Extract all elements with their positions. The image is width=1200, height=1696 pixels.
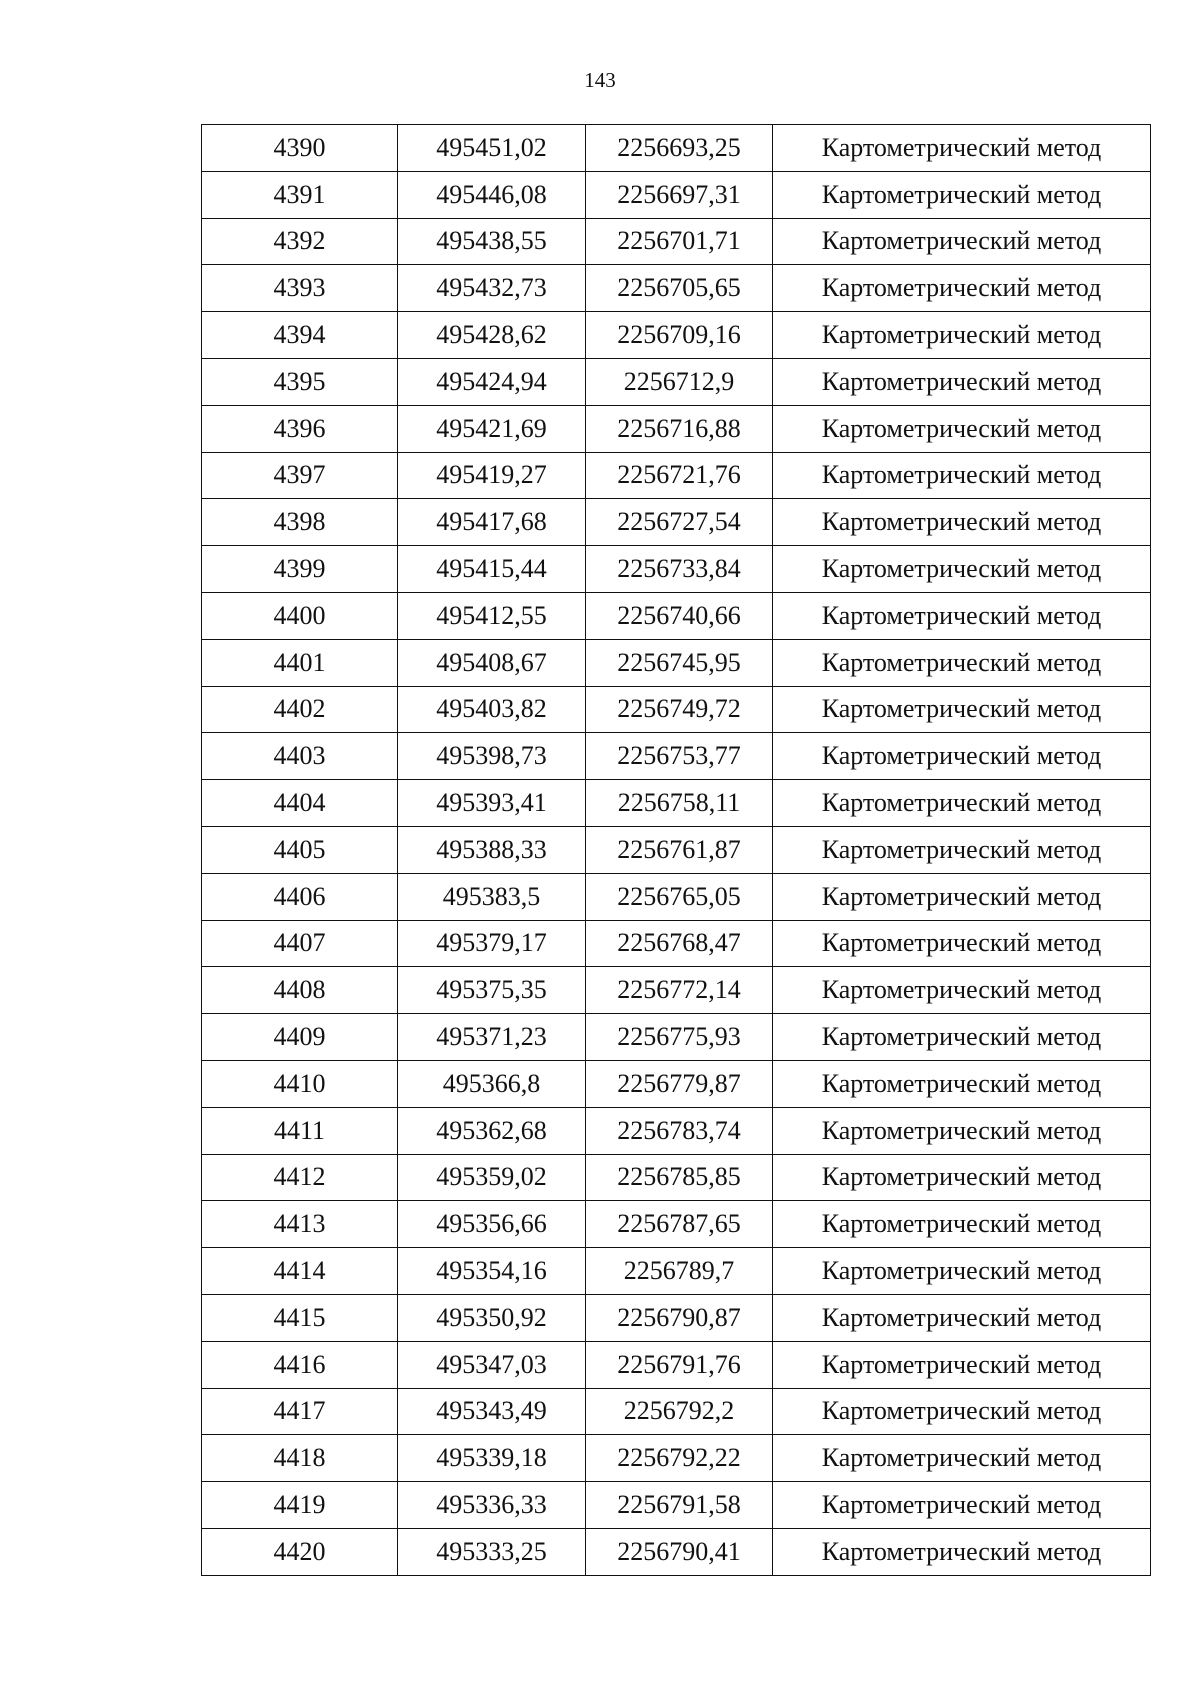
method-cell: Картометрический метод <box>773 686 1151 733</box>
point-number-cell: 4398 <box>202 499 398 546</box>
table-row <box>202 1388 1151 1435</box>
y-coordinate-cell: 2256727,54 <box>586 499 773 546</box>
table-row <box>202 265 1151 312</box>
y-coordinate-cell: 2256693,25 <box>586 125 773 172</box>
point-number-cell: 4395 <box>202 358 398 405</box>
y-coordinate-cell: 2256697,31 <box>586 171 773 218</box>
page-number: 143 <box>584 68 616 92</box>
point-number-cell: 4405 <box>202 826 398 873</box>
x-coordinate-cell: 495350,92 <box>398 1294 586 1341</box>
method-cell: Картометрический метод <box>773 1014 1151 1061</box>
point-number-cell: 4413 <box>202 1201 398 1248</box>
y-coordinate-cell: 2256768,47 <box>586 920 773 967</box>
method-cell: Картометрический метод <box>773 546 1151 593</box>
y-coordinate-cell: 2256721,76 <box>586 452 773 499</box>
y-coordinate-cell: 2256790,87 <box>586 1294 773 1341</box>
x-coordinate-cell: 495333,25 <box>398 1528 586 1575</box>
table-row <box>202 780 1151 827</box>
point-number-cell: 4392 <box>202 218 398 265</box>
y-coordinate-cell: 2256705,65 <box>586 265 773 312</box>
y-coordinate-cell: 2256791,76 <box>586 1341 773 1388</box>
table-row <box>202 499 1151 546</box>
table-row <box>202 1528 1151 1575</box>
y-coordinate-cell: 2256783,74 <box>586 1107 773 1154</box>
table-row <box>202 1482 1151 1529</box>
table-row <box>202 639 1151 686</box>
method-cell: Картометрический метод <box>773 1435 1151 1482</box>
table-row <box>202 1201 1151 1248</box>
method-cell: Картометрический метод <box>773 592 1151 639</box>
y-coordinate-cell: 2256787,65 <box>586 1201 773 1248</box>
method-cell: Картометрический метод <box>773 1341 1151 1388</box>
method-cell: Картометрический метод <box>773 171 1151 218</box>
y-coordinate-cell: 2256716,88 <box>586 405 773 452</box>
method-cell: Картометрический метод <box>773 967 1151 1014</box>
y-coordinate-cell: 2256790,41 <box>586 1528 773 1575</box>
method-cell: Картометрический метод <box>773 780 1151 827</box>
x-coordinate-cell: 495393,41 <box>398 780 586 827</box>
x-coordinate-cell: 495424,94 <box>398 358 586 405</box>
y-coordinate-cell: 2256761,87 <box>586 826 773 873</box>
x-coordinate-cell: 495336,33 <box>398 1482 586 1529</box>
y-coordinate-cell: 2256792,22 <box>586 1435 773 1482</box>
table-row <box>202 125 1151 172</box>
point-number-cell: 4409 <box>202 1014 398 1061</box>
coordinates-table-body <box>202 125 1151 1576</box>
y-coordinate-cell: 2256772,14 <box>586 967 773 1014</box>
table-row <box>202 312 1151 359</box>
x-coordinate-cell: 495343,49 <box>398 1388 586 1435</box>
x-coordinate-cell: 495408,67 <box>398 639 586 686</box>
method-cell: Картометрический метод <box>773 1294 1151 1341</box>
method-cell: Картометрический метод <box>773 358 1151 405</box>
table-row <box>202 686 1151 733</box>
method-cell: Картометрический метод <box>773 1248 1151 1295</box>
x-coordinate-cell: 495347,03 <box>398 1341 586 1388</box>
y-coordinate-cell: 2256709,16 <box>586 312 773 359</box>
table-row <box>202 733 1151 780</box>
table-row <box>202 1248 1151 1295</box>
table-row <box>202 1014 1151 1061</box>
method-cell: Картометрический метод <box>773 639 1151 686</box>
point-number-cell: 4402 <box>202 686 398 733</box>
x-coordinate-cell: 495362,68 <box>398 1107 586 1154</box>
table-row <box>202 1060 1151 1107</box>
point-number-cell: 4390 <box>202 125 398 172</box>
point-number-cell: 4411 <box>202 1107 398 1154</box>
method-cell: Картометрический метод <box>773 1154 1151 1201</box>
method-cell: Картометрический метод <box>773 312 1151 359</box>
table-row <box>202 405 1151 452</box>
table-row <box>202 218 1151 265</box>
y-coordinate-cell: 2256789,7 <box>586 1248 773 1295</box>
point-number-cell: 4403 <box>202 733 398 780</box>
table-row <box>202 592 1151 639</box>
x-coordinate-cell: 495403,82 <box>398 686 586 733</box>
x-coordinate-cell: 495446,08 <box>398 171 586 218</box>
method-cell: Картометрический метод <box>773 405 1151 452</box>
point-number-cell: 4410 <box>202 1060 398 1107</box>
method-cell: Картометрический метод <box>773 499 1151 546</box>
y-coordinate-cell: 2256791,58 <box>586 1482 773 1529</box>
x-coordinate-cell: 495421,69 <box>398 405 586 452</box>
x-coordinate-cell: 495428,62 <box>398 312 586 359</box>
point-number-cell: 4408 <box>202 967 398 1014</box>
x-coordinate-cell: 495379,17 <box>398 920 586 967</box>
method-cell: Картометрический метод <box>773 452 1151 499</box>
method-cell: Картометрический метод <box>773 1482 1151 1529</box>
method-cell: Картометрический метод <box>773 1388 1151 1435</box>
point-number-cell: 4391 <box>202 171 398 218</box>
point-number-cell: 4418 <box>202 1435 398 1482</box>
x-coordinate-cell: 495354,16 <box>398 1248 586 1295</box>
table-row <box>202 826 1151 873</box>
y-coordinate-cell: 2256765,05 <box>586 873 773 920</box>
x-coordinate-cell: 495356,66 <box>398 1201 586 1248</box>
point-number-cell: 4412 <box>202 1154 398 1201</box>
method-cell: Картометрический метод <box>773 920 1151 967</box>
x-coordinate-cell: 495388,33 <box>398 826 586 873</box>
coordinates-table <box>201 124 1151 1576</box>
point-number-cell: 4404 <box>202 780 398 827</box>
x-coordinate-cell: 495438,55 <box>398 218 586 265</box>
x-coordinate-cell: 495417,68 <box>398 499 586 546</box>
x-coordinate-cell: 495371,23 <box>398 1014 586 1061</box>
x-coordinate-cell: 495419,27 <box>398 452 586 499</box>
point-number-cell: 4414 <box>202 1248 398 1295</box>
x-coordinate-cell: 495359,02 <box>398 1154 586 1201</box>
x-coordinate-cell: 495415,44 <box>398 546 586 593</box>
point-number-cell: 4394 <box>202 312 398 359</box>
method-cell: Картометрический метод <box>773 873 1151 920</box>
method-cell: Картометрический метод <box>773 1107 1151 1154</box>
y-coordinate-cell: 2256753,77 <box>586 733 773 780</box>
y-coordinate-cell: 2256785,85 <box>586 1154 773 1201</box>
point-number-cell: 4393 <box>202 265 398 312</box>
method-cell: Картометрический метод <box>773 1201 1151 1248</box>
table-row <box>202 967 1151 1014</box>
y-coordinate-cell: 2256733,84 <box>586 546 773 593</box>
x-coordinate-cell: 495398,73 <box>398 733 586 780</box>
point-number-cell: 4401 <box>202 639 398 686</box>
method-cell: Картометрический метод <box>773 826 1151 873</box>
point-number-cell: 4407 <box>202 920 398 967</box>
y-coordinate-cell: 2256779,87 <box>586 1060 773 1107</box>
table-row <box>202 1341 1151 1388</box>
y-coordinate-cell: 2256792,2 <box>586 1388 773 1435</box>
x-coordinate-cell: 495366,8 <box>398 1060 586 1107</box>
point-number-cell: 4419 <box>202 1482 398 1529</box>
method-cell: Картометрический метод <box>773 218 1151 265</box>
point-number-cell: 4397 <box>202 452 398 499</box>
y-coordinate-cell: 2256740,66 <box>586 592 773 639</box>
y-coordinate-cell: 2256758,11 <box>586 780 773 827</box>
method-cell: Картометрический метод <box>773 1528 1151 1575</box>
point-number-cell: 4400 <box>202 592 398 639</box>
table-row <box>202 1107 1151 1154</box>
table-row <box>202 1154 1151 1201</box>
table-row <box>202 1435 1151 1482</box>
table-row <box>202 920 1151 967</box>
x-coordinate-cell: 495383,5 <box>398 873 586 920</box>
method-cell: Картометрический метод <box>773 1060 1151 1107</box>
point-number-cell: 4416 <box>202 1341 398 1388</box>
x-coordinate-cell: 495432,73 <box>398 265 586 312</box>
y-coordinate-cell: 2256749,72 <box>586 686 773 733</box>
y-coordinate-cell: 2256745,95 <box>586 639 773 686</box>
x-coordinate-cell: 495375,35 <box>398 967 586 1014</box>
x-coordinate-cell: 495412,55 <box>398 592 586 639</box>
point-number-cell: 4415 <box>202 1294 398 1341</box>
table-row <box>202 873 1151 920</box>
point-number-cell: 4420 <box>202 1528 398 1575</box>
point-number-cell: 4406 <box>202 873 398 920</box>
y-coordinate-cell: 2256701,71 <box>586 218 773 265</box>
method-cell: Картометрический метод <box>773 125 1151 172</box>
y-coordinate-cell: 2256775,93 <box>586 1014 773 1061</box>
point-number-cell: 4399 <box>202 546 398 593</box>
x-coordinate-cell: 495451,02 <box>398 125 586 172</box>
method-cell: Картометрический метод <box>773 265 1151 312</box>
table-row <box>202 546 1151 593</box>
table-row <box>202 452 1151 499</box>
table-row <box>202 171 1151 218</box>
point-number-cell: 4396 <box>202 405 398 452</box>
table-row <box>202 358 1151 405</box>
x-coordinate-cell: 495339,18 <box>398 1435 586 1482</box>
point-number-cell: 4417 <box>202 1388 398 1435</box>
y-coordinate-cell: 2256712,9 <box>586 358 773 405</box>
method-cell: Картометрический метод <box>773 733 1151 780</box>
table-row <box>202 1294 1151 1341</box>
